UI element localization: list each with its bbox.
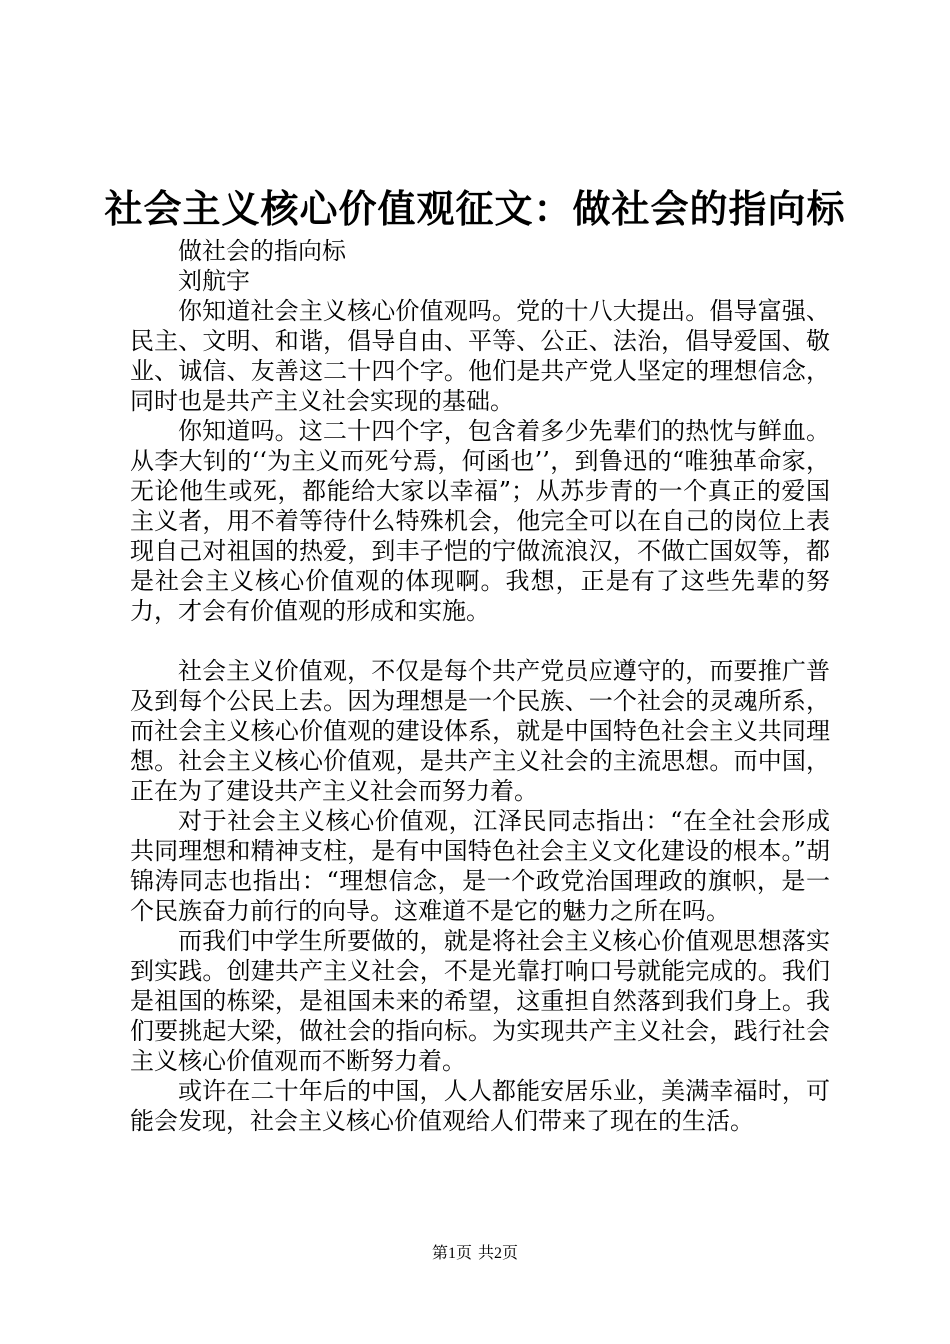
page-number-footer: 第1页 共2页: [431, 1245, 518, 1262]
document-title: 社会主义核心价值观征文：做社会的指向标: [104, 186, 846, 231]
paragraph: 社会主义价值观，不仅是每个共产党员应遵守的，而要推广普及到每个公民上去。因为理想是一个民族、一个社会的灵魂所系，而社会主义核心价值观的建设体系，就是中国特色社会主义共同理想。社会主义核心价值观，是共产主义社会的主流思想。而中国，正在为了建设共产主义社会而努力着。: [130, 657, 830, 805]
paragraph: 而我们中学生所要做的，就是将社会主义核心价值观思想落实到实践。创建共产主义社会，不是光靠打响口号就能完成的。我们是祖国的栋梁，是祖国未来的希望，这重担自然落到我们身上。我们要挑起大梁，做社会的指向标。为实现共产主义社会，践行社会主义核心价值观而不断努力着。: [130, 927, 830, 1075]
document-author: 刘航宇: [178, 267, 250, 295]
paragraph: 或许在二十年后的中国，人人都能安居乐业，美满幸福时，可能会发现，社会主义核心价值观给人们带来了现在的生活。: [130, 1077, 830, 1135]
document-subtitle: 做社会的指向标: [178, 237, 346, 265]
paragraph: 对于社会主义核心价值观，江泽民同志指出：“在全社会形成共同理想和精神支柱，是有中国特色社会主义文化建设的根本。”胡锦涛同志也指出：“理想信念，是一个政党治国理政的旗帜，是一个民族奋力前行的向导。这难道不是它的魅力之所在吗。: [130, 807, 830, 925]
paragraph: 你知道社会主义核心价值观吗。党的十八大提出。倡导富强、民主、文明、和谐，倡导自由、平等、公正、法治，倡导爱国、敬业、诚信、友善这二十四个字。他们是共产党人坚定的理想信念，同时也是共产主义社会实现的基础。: [130, 297, 830, 415]
paragraph: 你知道吗。这二十四个字，包含着多少先辈们的热忱与鲜血。从李大钊的‘‘为主义而死兮焉，何函也’’，到鲁迅的“唯独革命家，无论他生或死，都能给大家以幸福”；从苏步青的一个真正的爱国主义者，用不着等待什么特殊机会，他完全可以在自己的岗位上表现自己对祖国的热爱，到丰子恺的宁做流浪汉，不做亡国奴等，都是社会主义核心价值观的体现啊。我想，正是有了这些先辈的努力，才会有价值观的形成和实施。: [130, 417, 830, 625]
document-body: [130, 236, 830, 1136]
